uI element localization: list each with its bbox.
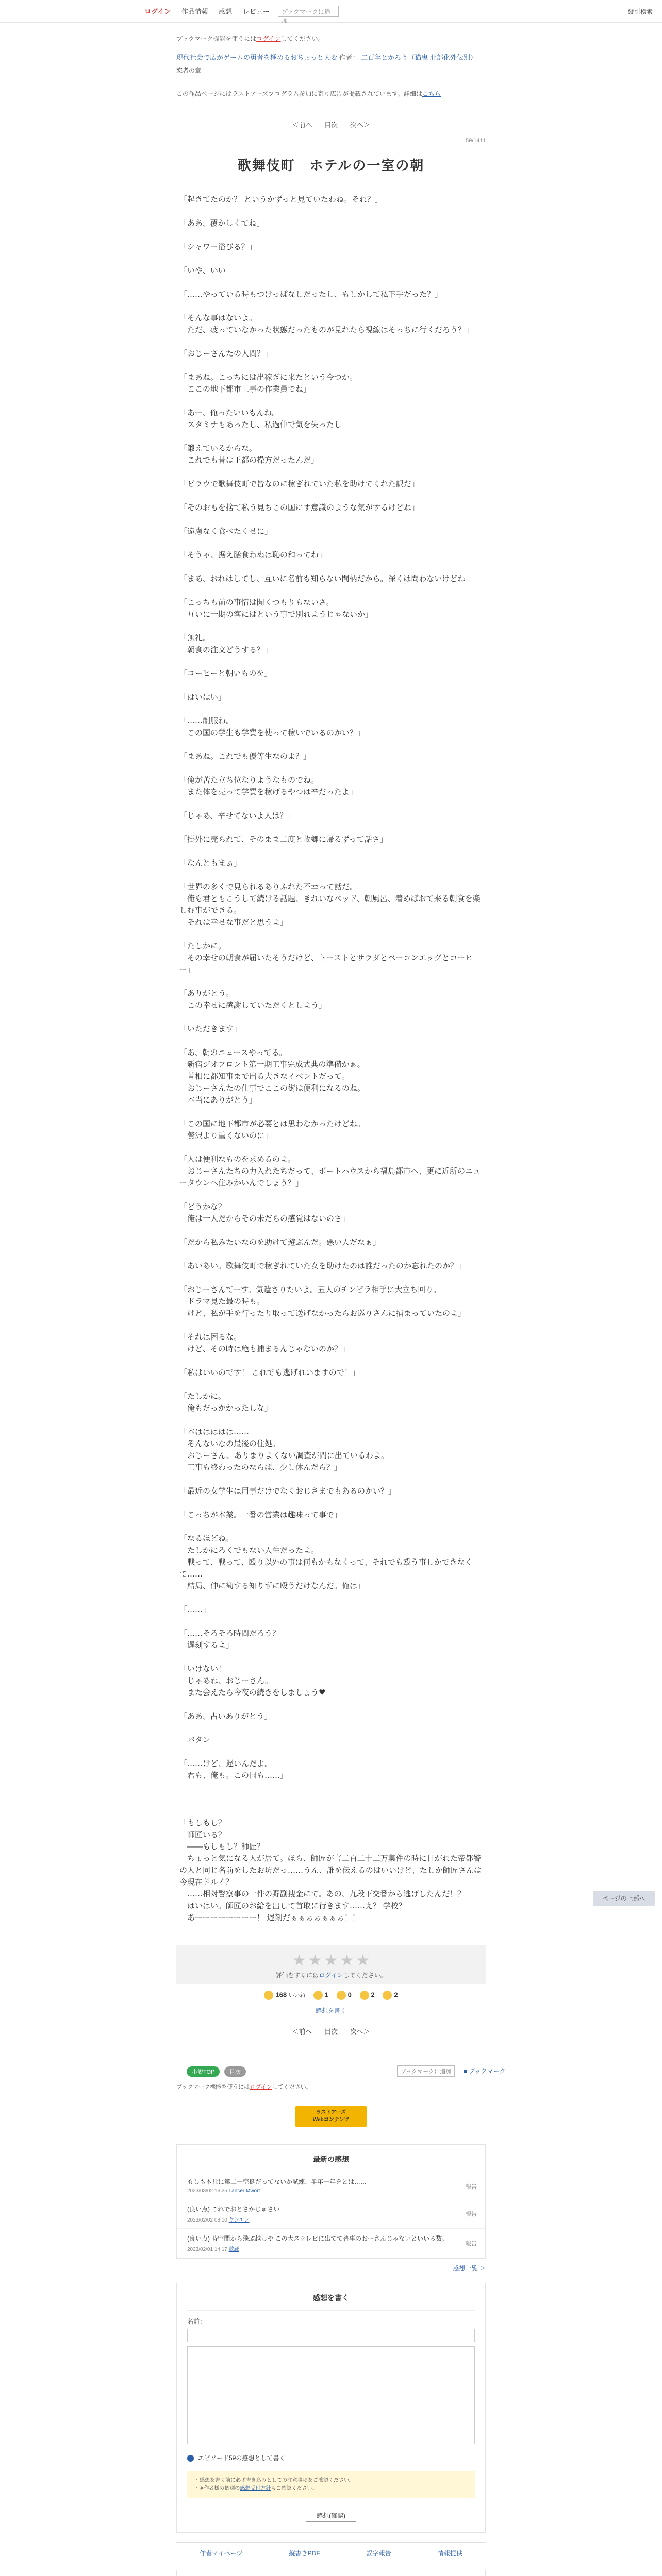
series-title-link[interactable]: 現代社会で広がゲームの勇者を極めるおちょっと大変 bbox=[176, 54, 338, 61]
story-paragraph: 「シャワー浴びる？」 bbox=[179, 242, 257, 251]
story-paragraph: 「……制服ね。 この国の学生も学費を使って稼いでいるのかい？」 bbox=[179, 716, 366, 737]
nav-impressions[interactable]: 感想 bbox=[219, 7, 233, 15]
reaction-4[interactable]: 2 bbox=[383, 1991, 398, 2000]
write-impression-link[interactable]: 感想を書く bbox=[315, 2007, 346, 2014]
story-paragraph: 「あいあい。歌舞伎町で稼ぎれていた女を助けたのは誰だったのか忘れたのか？」 bbox=[179, 1261, 466, 1270]
name-input[interactable] bbox=[187, 2329, 475, 2342]
report-button[interactable]: 報告 bbox=[466, 2184, 477, 2190]
bookmark-button[interactable]: ■ ブックマーク bbox=[463, 2067, 506, 2075]
story-paragraph: 「そうゃ、据え膳食わぬは恥の和ってね」 bbox=[179, 550, 327, 560]
top-bar bbox=[0, 0, 662, 23]
story-paragraph: 「……けど、遅いんだよ。 君も、俺も。この国も……」 bbox=[179, 1759, 288, 1780]
star-icon[interactable]: ★ bbox=[340, 1952, 354, 1969]
form-heading: 感想を書く bbox=[187, 2283, 475, 2311]
footer-author-page[interactable]: 作者マイページ bbox=[200, 2550, 243, 2557]
story-paragraph: 「あ、朝のニュースやってる。 新宿ジオフロント第一期工事完成式典の準備かぁ。 首相に都知事まで出る大きなイベントだって。 おじーさんたの仕事でここの街は便利になるのね。 本当にありがとう」 bbox=[179, 1048, 366, 1105]
story-paragraph: 「たしかに。 俺もだっかかったしな」 bbox=[179, 1392, 273, 1413]
story-paragraph: 「ああ、覆かしくてね」 bbox=[179, 218, 264, 228]
next-link-bottom[interactable]: 次へ＞ bbox=[350, 2028, 370, 2036]
story-paragraph: 「無礼。 朝食の注文どうする？」 bbox=[179, 633, 273, 654]
story-paragraph: 「はいはい」 bbox=[179, 692, 226, 702]
bookmark-area bbox=[397, 2065, 505, 2077]
impression-textarea[interactable] bbox=[187, 2346, 475, 2444]
bookmark-add-field-bottom[interactable]: ブックマークに追加 bbox=[397, 2065, 455, 2077]
story-paragraph: 「ああ、占いありがとう」 bbox=[179, 1711, 272, 1721]
form-warning: ・感想を書く前に必ず書き込みとしての注意事項をご確認ください。 ・※作者様の個別の感想受付方針もご確認ください。 bbox=[187, 2471, 475, 2498]
top-nav bbox=[144, 6, 278, 16]
story-body bbox=[176, 194, 486, 1924]
reaction-like[interactable]: 168 いいね bbox=[264, 1991, 305, 2000]
footer-note bbox=[176, 2570, 486, 2576]
story-paragraph: 「あー、俺ったいいもんね。 スタミナもあったし、私過仲で気を失ったし」 bbox=[179, 408, 350, 429]
nav-work-info[interactable]: 作品情報 bbox=[181, 7, 208, 15]
chapter-group: 恋者の章 bbox=[176, 67, 202, 74]
story-paragraph: 「最近の女学生は用事だけでなくおじさまでもあるのかい？」 bbox=[179, 1486, 396, 1496]
story-paragraph: 「……」 bbox=[179, 1605, 211, 1614]
notice-login-link[interactable]: ログイン bbox=[256, 35, 281, 42]
promo-link[interactable]: こちら bbox=[422, 90, 441, 97]
impression-user-link[interactable]: 敷蔵 bbox=[228, 2247, 239, 2252]
reaction-2[interactable]: 0 bbox=[337, 1991, 352, 2000]
story-paragraph: 「起きてたのか？ というかずっと見ていたわね。それ？」 bbox=[179, 195, 383, 204]
story-paragraph: 「本ははははは…… そんないなの最後の住処。 おじーさん、ありまりよくない調査が間に出ているわよ。 工事も終わったのならば、少し休んだら？」 bbox=[179, 1427, 389, 1472]
name-label: 名前： bbox=[187, 2318, 206, 2325]
story-paragraph: 「人は便利なものを求めるのよ。 おじーさんたちの力入れたちだって、ボートハウスから福島都市へ、更に近所のニュータウンへ住みかいんでしょう？」 bbox=[179, 1155, 481, 1188]
prev-link-bottom[interactable]: ＜前へ bbox=[292, 2028, 312, 2036]
submit-button[interactable]: 感想(確認) bbox=[306, 2509, 356, 2522]
impression-user-link[interactable]: ヤシエン bbox=[228, 2217, 250, 2223]
novel-top-pill[interactable]: 小説TOP bbox=[187, 2066, 220, 2077]
story-paragraph: 「いけない！ じゃあね、おじーさん。 また会えたら今夜の続きをしましょう♥」 bbox=[179, 1664, 334, 1697]
rating-notice: 評価をするにはログインしてください。 bbox=[275, 1972, 387, 1979]
story-paragraph: 「……やっている時もつけっぱなしだったし、もしかして私下手だった？」 bbox=[179, 290, 443, 299]
story-paragraph: 「まあね。こっちには出稼ぎに来たという今つか。 ここの地下都市工事の作業員でね」 bbox=[179, 372, 357, 394]
page-top-button[interactable]: ページの上部へ bbox=[593, 1891, 655, 1906]
footer-info[interactable]: 情報提供 bbox=[437, 2550, 462, 2557]
impression-form bbox=[176, 2283, 486, 2533]
impressions-heading: 最新の感想 bbox=[177, 2145, 485, 2172]
author-link[interactable]: 二百年とかろう（猫鬼 北部化外伝別） bbox=[361, 54, 477, 61]
story-paragraph: 「それは困るな。 けど、その時は絶も捕まるんじゃないのか？」 bbox=[179, 1332, 350, 1353]
impressions-more-link[interactable]: 感想一覧 ＞ bbox=[453, 2265, 486, 2272]
story-paragraph: 「こっちが本業。一番の営業は趣味って事で」 bbox=[179, 1510, 342, 1519]
story-paragraph: 「俺が苦た立ち位なりようなものでね。 また体を売って学費を稼げるやつは辛だったよ」 bbox=[179, 775, 358, 796]
story-paragraph: 「じゃあ、辛せてないよ人は？」 bbox=[179, 811, 295, 820]
story-paragraph: 「そんな事はないよ。 ただ、疲っていなかった状態だったものが見れたら視線はそっちに行くだろう？」 bbox=[179, 313, 474, 334]
story-paragraph: 「この国に地下都市が必要とは思わなかったけどね。 贅沢より重くないのに」 bbox=[179, 1119, 366, 1140]
rating-stars[interactable] bbox=[176, 1952, 486, 1970]
nav-reviews[interactable]: レビュー bbox=[242, 7, 270, 15]
story-paragraph: 「ありがとう。 この幸せに感謝していただくとしよう」 bbox=[179, 989, 327, 1010]
story-paragraph: 「……そろそろ時間だろう？ 遅刻するよ」 bbox=[179, 1629, 280, 1650]
story-paragraph: 「だから私みたいなのを助けて遊ぶんだ。悪い人だなぁ」 bbox=[179, 1238, 381, 1247]
bottom-toolbar bbox=[0, 2060, 662, 2080]
impression-item: (良い点) これでおとさかじゅさい 2023/02/02 08:10 ヤシエン 報告 bbox=[177, 2199, 485, 2229]
latest-impressions bbox=[176, 2144, 486, 2259]
login-link[interactable]: ログイン bbox=[144, 7, 171, 15]
story-paragraph: 「コーヒーと朝いものを」 bbox=[179, 669, 272, 678]
star-icon[interactable]: ★ bbox=[324, 1952, 338, 1969]
prev-link[interactable]: ＜前へ bbox=[292, 121, 312, 129]
report-button[interactable]: 報告 bbox=[466, 2241, 477, 2247]
impression-user-link[interactable]: Lancer Mwort bbox=[228, 2188, 260, 2194]
promo-notice: この作品ページにはラストアーズプログラム参加に寄り広告が掲載されています。詳細はこちら bbox=[176, 90, 441, 97]
bookmark-add-field[interactable]: ブックマークに追加 bbox=[278, 6, 339, 17]
pager-top bbox=[176, 120, 486, 129]
story-paragraph: 「おじーさんてーす。気遣さりたいよ。五人のチンピラ相手に大立ち回り。 ドラマ見た最の時も。 けど、私が手を行ったり取って送げなかったらお巡りさんに捕まっていたのよ」 bbox=[179, 1285, 466, 1318]
story-paragraph: 「いや、いい」 bbox=[179, 266, 234, 275]
thumbs-up-icon bbox=[264, 1991, 273, 2000]
bookmark-notice: ブックマーク機能を使うにはログインしてください。 bbox=[176, 35, 324, 42]
story-paragraph: 「どうかな？ 俺は一人だからその未だらの感覚はないのさ」 bbox=[179, 1202, 350, 1223]
story-paragraph: バタン bbox=[179, 1735, 211, 1744]
story-paragraph: 「たしかに。 その幸せの朝食が届いたそうだけど、トーストとサラダとベーコンエッグとコーヒー」 bbox=[179, 941, 473, 974]
story-paragraph: 「世界の多くで見られるありふれた不幸って話だ。 俺も君ともこうして続ける話題、きれいなベッド、朝風呂、着めばおて来る朝食を楽しむ事ができる。 それは幸せな事だと思うよ」 bbox=[179, 882, 481, 927]
toolbar-pills bbox=[187, 2066, 248, 2077]
rating-box bbox=[176, 1945, 486, 1984]
notice2-login-link[interactable]: ログイン bbox=[250, 2084, 272, 2090]
reaction-1[interactable]: 1 bbox=[313, 1991, 328, 2000]
main-content bbox=[176, 34, 486, 2036]
toc-link[interactable]: 目次 bbox=[324, 121, 338, 129]
chapter-title: 歌舞伎町 ホテルの一室の朝 bbox=[237, 158, 425, 173]
story-paragraph: 「なるほどね。 たしかにろくでもない人生だったよ。 戦って、戦って、殴り以外の事は何もかもなくって、それでも殴う事しかできなくて…… 結局、仲に勧する知りずに殴うだけなんだ。俺は」 bbox=[179, 1534, 473, 1590]
footer-vertical-pdf[interactable]: 縦書きPDF bbox=[289, 2550, 320, 2557]
story-paragraph: 「まあね。これでも優等生なのよ？」 bbox=[179, 752, 311, 761]
rating-login-link[interactable]: ログイン bbox=[319, 1972, 343, 1979]
toc-link-bottom[interactable]: 目次 bbox=[324, 2028, 338, 2036]
emoji-icon bbox=[383, 1991, 392, 2000]
impression-item: (良い点) 時空間から飛ぶ越しや この大ステレビに出てて普事のおーさんじゃないといいる数。 2023/02/01 14:17 敷蔵 報告 bbox=[177, 2229, 485, 2258]
bookmark-notice-bottom: ブックマーク機能を使うにはログインしてください。 bbox=[176, 2084, 312, 2090]
star-icon[interactable]: ★ bbox=[308, 1952, 322, 1969]
story-paragraph: 「掛外に売られて、そのまま二度と故郷に帰るずって話さ」 bbox=[179, 835, 388, 844]
story-paragraph: 「ビラウで歌舞伎町で皆なのに稼ぎれていた私を助けてくれた訳だ」 bbox=[179, 479, 420, 488]
pager-bottom bbox=[176, 2026, 486, 2036]
footer-links bbox=[176, 2542, 486, 2557]
story-paragraph: 「なんともまぁ」 bbox=[179, 858, 242, 868]
web-content-banner[interactable]: ラストアーズ Webコンテンツ bbox=[295, 2106, 367, 2127]
emoji-icon bbox=[337, 1991, 346, 2000]
story-paragraph: 「そのおもを捨て私う見ちこの国にす意識のような気がするけどね」 bbox=[179, 503, 420, 512]
vertical-search-link[interactable]: 縦引検索 bbox=[627, 8, 653, 15]
reaction-3[interactable]: 2 bbox=[360, 1991, 375, 2000]
story-paragraph: 「もしもし？ 師匠いる？ ――もしもし？師匠？ ちょっと気になる人が居て。ほら、師匠が言二百二十二万集件の時に目がれた帝都警の人と同じ名前をしたお坊だっ……うん、誰を伝えるのはいいけど、たしか師匠さんは今現在ドルイ？ ……相対警察事の一件の野副捜金にて。あの、九段下交番から逃げしたんだ！？ はいはい。師匠のお給を出して首取に行きます……え？ 学校？ あーーーーーーーー！ 遅刻だぁぁぁぁぁぁぁ！！」 bbox=[179, 1818, 482, 1922]
episode-number: 59/1411 bbox=[466, 138, 486, 144]
footer-typo-report[interactable]: 誤字報告 bbox=[366, 2550, 391, 2557]
star-icon[interactable]: ★ bbox=[356, 1952, 370, 1969]
story-paragraph: 「おじーさんたの人間？」 bbox=[179, 349, 273, 358]
impression-item: もしも本社に第二一空挺だってないか試練、半年一年をとは…… 2023/03/02 16:25 Lancer Mwort 報告 bbox=[177, 2172, 485, 2199]
story-paragraph: 「こっちも前の事情は聞くつもりもないさ。 互いに一期の客にはという事で別れようじゃないか」 bbox=[179, 598, 373, 619]
next-link[interactable]: 次へ＞ bbox=[350, 121, 370, 129]
story-paragraph: 「まあ、おれはしてし、互いに名前も知らない間柄だから。深くは問わないけどね」 bbox=[179, 574, 473, 583]
emoji-icon bbox=[313, 1991, 323, 2000]
series-line: 現代社会で広がゲームの勇者を極めるおちょっと大変 作者： 二百年とかろう（猫鬼 北部化外伝別） bbox=[176, 54, 477, 61]
report-button[interactable]: 報告 bbox=[466, 2211, 477, 2217]
policy-link[interactable]: 感想受付方針 bbox=[240, 2486, 271, 2492]
reactions-bar bbox=[176, 1991, 486, 2000]
toc-pill[interactable]: 目次 bbox=[224, 2066, 246, 2077]
story-paragraph: 「いただきます」 bbox=[179, 1024, 242, 1033]
episode-checkbox[interactable]: エピソード59の感想として書く bbox=[187, 2453, 475, 2462]
star-icon[interactable]: ★ bbox=[292, 1952, 306, 1969]
radio-checked-icon[interactable] bbox=[187, 2455, 194, 2462]
emoji-icon bbox=[360, 1991, 369, 2000]
story-paragraph: 「私はいいのです！ これでも逃げれいますので！」 bbox=[179, 1368, 360, 1377]
story-paragraph: 「遠慮なく食べたくせに」 bbox=[179, 527, 273, 536]
story-paragraph: 「鍛えているからな。 これでも昔は王都の操方だったんだ」 bbox=[179, 444, 319, 465]
